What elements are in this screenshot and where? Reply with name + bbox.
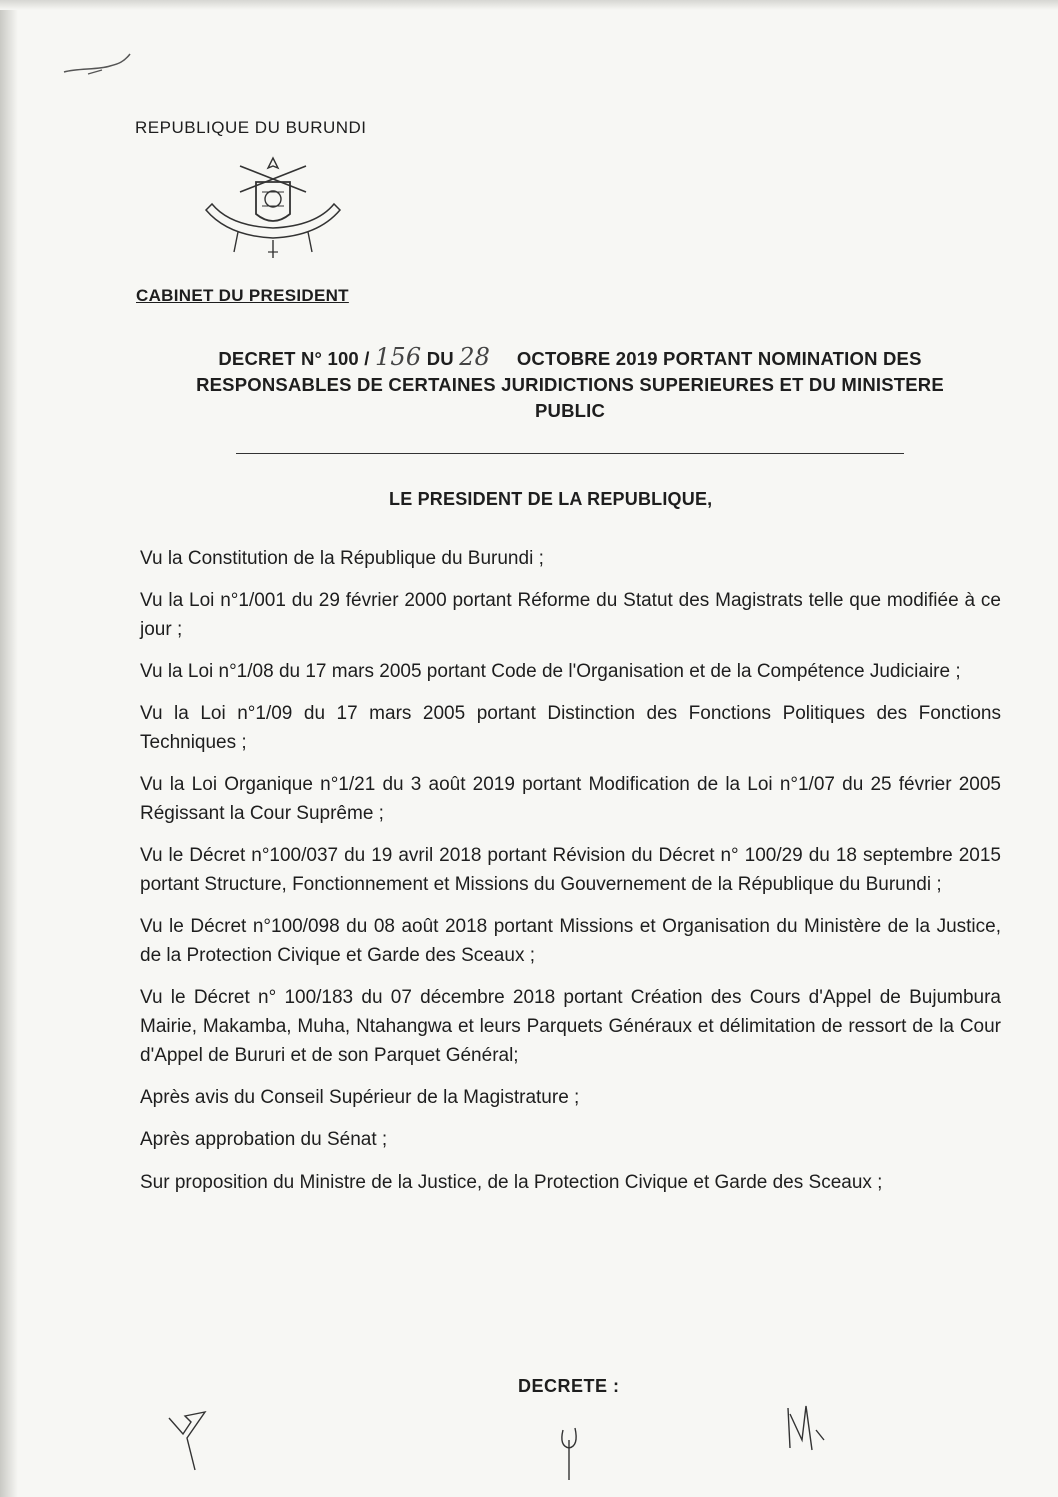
consideration-paragraph: Vu la Loi n°1/001 du 29 février 2000 portant Réforme du Statut des Magistrats telle que modifiée à ce jour ; xyxy=(140,590,1001,640)
consideration-paragraph: Après avis du Conseil Supérieur de la Magistrature ; xyxy=(140,1087,580,1108)
consideration-paragraph: Après approbation du Sénat ; xyxy=(140,1129,388,1150)
decree-title-line-3: PUBLIC xyxy=(534,400,606,421)
consideration-paragraph: Vu le Décret n° 100/183 du 07 décembre 2018 portant Création des Cours d'Appel de Bujumbura Mairie, Makamba, Muha, Ntahangwa et leurs Parquets Généraux et délimitation de ressort de la Cour d'Appel de Bururi et de son Parquet Général; xyxy=(140,987,1001,1066)
consideration-paragraph: Vu le Décret n°100/098 du 08 août 2018 portant Missions et Organisation du Ministère de la Justice, de la Protection Civique et Garde des Sceaux ; xyxy=(140,916,1001,966)
country-name: REPUBLIQUE DU BURUNDI xyxy=(135,118,367,137)
consideration-paragraph: Vu la Loi n°1/09 du 17 mars 2005 portant Distinction des Fonctions Politiques des Fonctions Techniques ; xyxy=(140,703,1001,753)
decree-title-rest: OCTOBRE 2019 PORTANT NOMINATION DES xyxy=(516,348,922,369)
consideration-paragraph: Vu la Loi n°1/08 du 17 mars 2005 portant Code de l'Organisation et de la Compétence Judiciaire ; xyxy=(140,661,961,682)
decrees-label: DECRETE : xyxy=(518,1376,620,1396)
handwritten-day: 28 xyxy=(459,343,491,371)
handwritten-initial-1 xyxy=(165,1408,215,1478)
corner-pen-mark xyxy=(58,44,138,84)
handwritten-initial-3 xyxy=(782,1400,832,1460)
decree-title xyxy=(150,344,990,424)
decree-du: DU xyxy=(426,348,454,369)
proposal-paragraph: Sur proposition du Ministre de la Justice, de la Protection Civique et Garde des Sceaux ; xyxy=(140,1172,883,1193)
decree-title-line-2: RESPONSABLES DE CERTAINES JURIDICTIONS SUPERIEURES ET DU MINISTERE xyxy=(196,374,944,395)
consideration-paragraph: Vu la Loi Organique n°1/21 du 3 août 2019 portant Modification de la Loi n°1/07 du 25 février 2005 Régissant la Cour Suprême ; xyxy=(140,774,1001,824)
decree-title-line-1 xyxy=(150,344,990,372)
consideration-paragraph: Vu le Décret n°100/037 du 19 avril 2018 portant Révision du Décret n° 100/29 du 18 septembre 2015 portant Structure, Fonctionnement et Missions du Gouvernement de la République du Burundi ; xyxy=(140,845,1001,895)
president-heading: LE PRESIDENT DE LA REPUBLIQUE, xyxy=(389,489,713,509)
scan-edge-top xyxy=(0,0,1058,10)
considerations xyxy=(140,544,1001,1210)
office-name: CABINET DU PRESIDENT xyxy=(136,286,349,305)
decree-number-prefix: DECRET N° 100 / xyxy=(218,348,370,369)
coat-of-arms-emblem xyxy=(198,152,348,264)
scan-edge-left xyxy=(0,0,18,1497)
handwritten-decree-number: 156 xyxy=(374,343,422,371)
consideration-paragraph: Vu la Constitution de la République du Burundi ; xyxy=(140,548,544,569)
handwritten-initial-2 xyxy=(555,1420,595,1490)
title-divider xyxy=(236,453,904,454)
